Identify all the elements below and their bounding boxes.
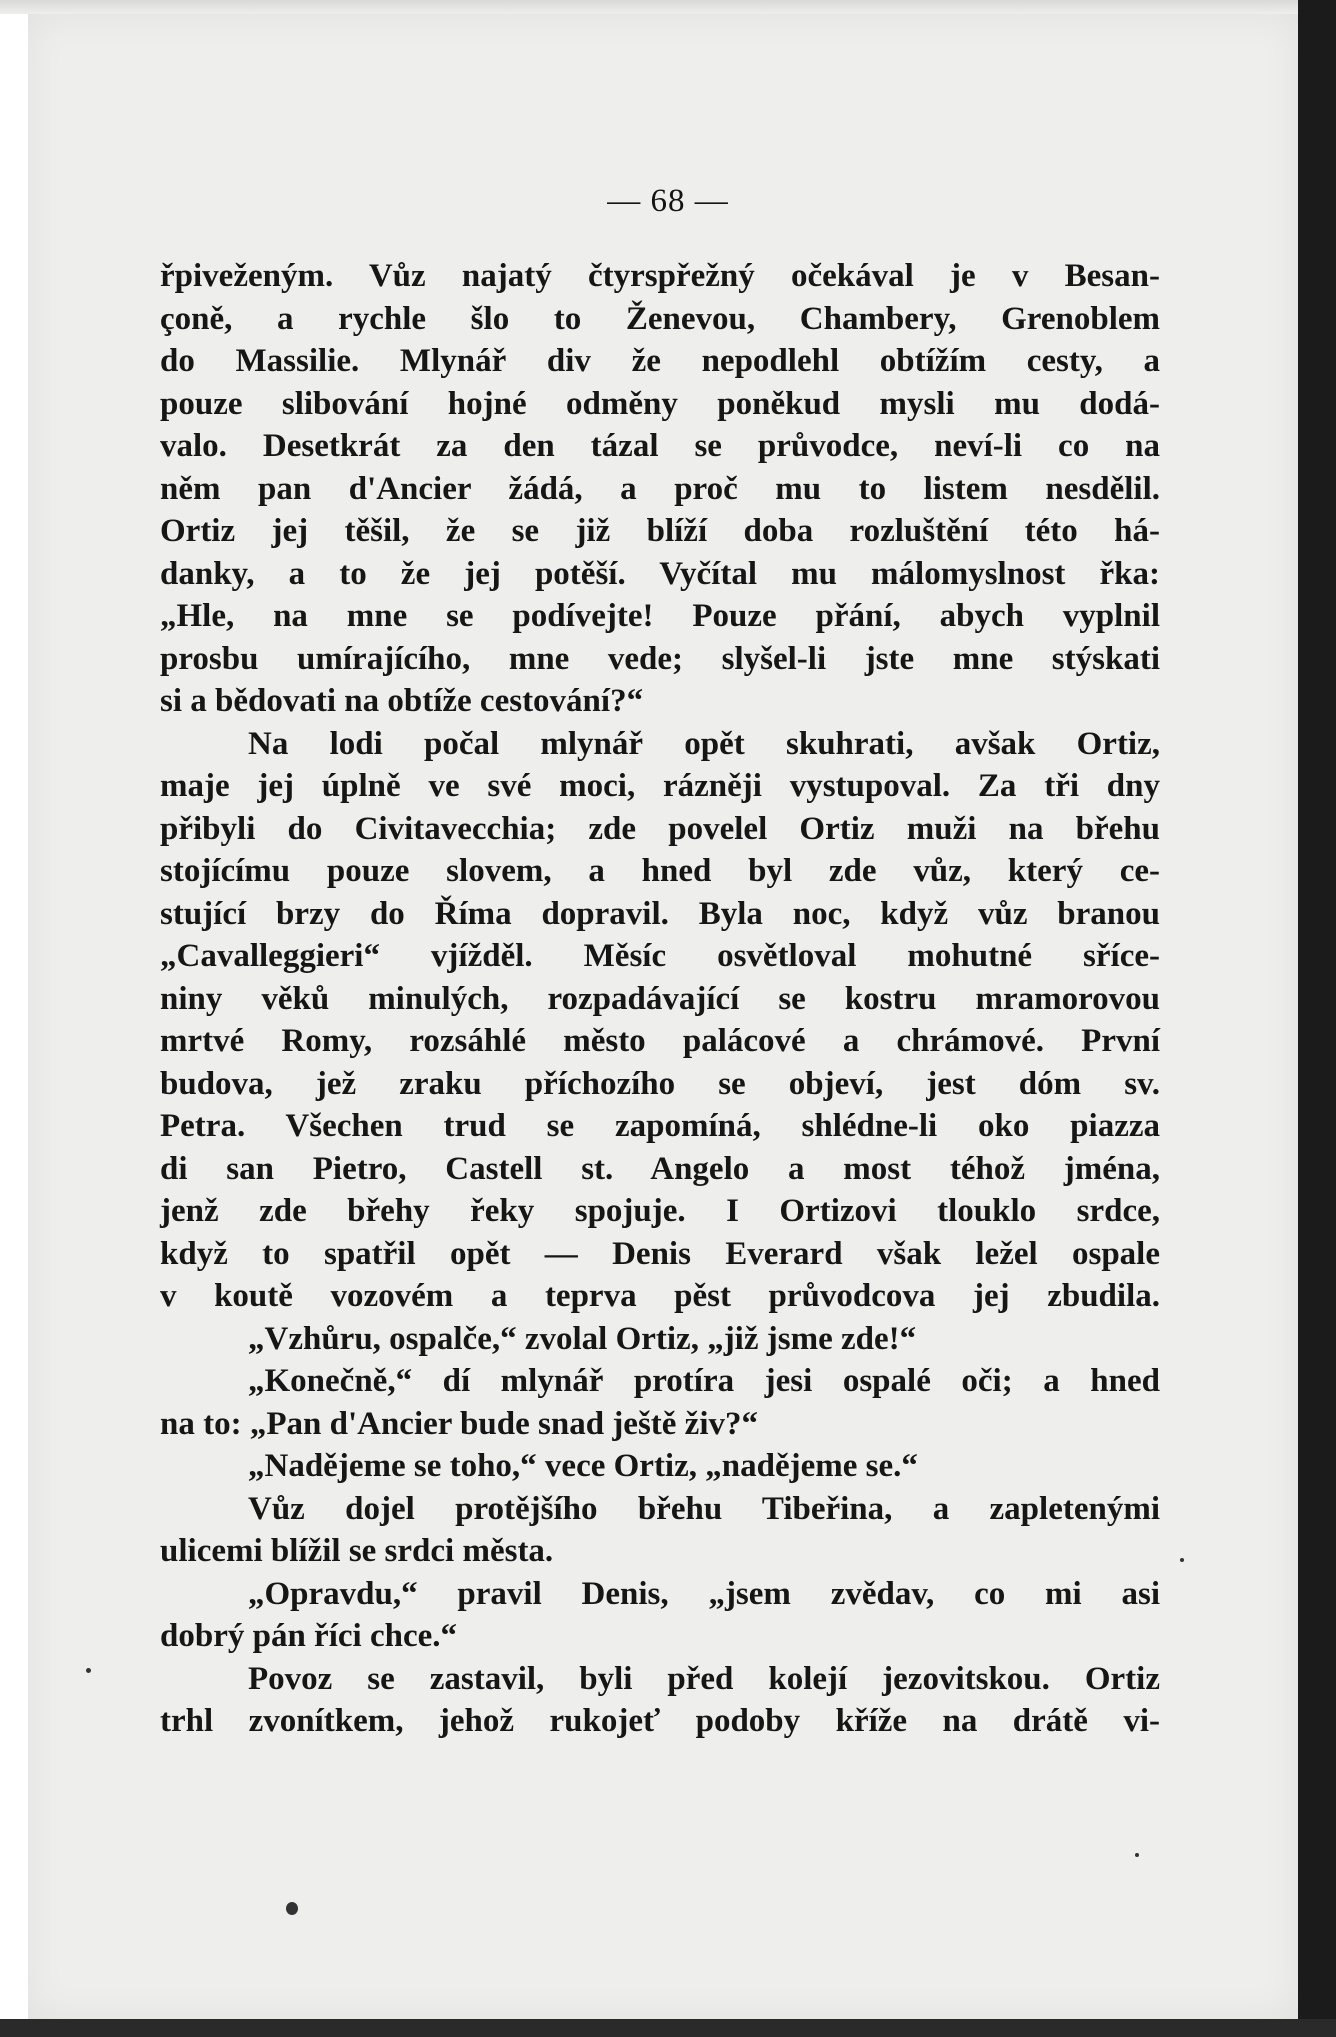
text-line: di san Pietro, Castell st. Angelo a most téhož jména, (160, 1150, 1160, 1187)
text-line: niny věků minulých, rozpadávající se kostru mramorovou (160, 980, 1160, 1017)
scan-speck (286, 1902, 298, 1915)
text-line: stující brzy do Říma dopravil. Byla noc, když vůz branou (160, 895, 1160, 932)
body-text (160, 255, 1160, 1743)
text-line: prosbu umírajícího, mne vede; slyšel-li jste mne stýskati (160, 640, 1160, 677)
text-line: do Massilie. Mlynář div že nepodlehl obtížím cesty, a (160, 343, 1160, 379)
text-line: maje jej úplně ve své moci, rázněji vystupoval. Za tři dny (160, 768, 1160, 804)
text-line: „Hle, na mne se podívejte! Pouze přání, abych vyplnil (160, 598, 1160, 634)
scan-top-edge (0, 0, 1336, 14)
text-line: stojícímu pouze slovem, a hned byl zde vůz, který ce- (160, 853, 1160, 889)
text-line: přibyli do Civitavecchia; zde povelel Ortiz muži na břehu (160, 810, 1160, 847)
text-line: valo. Desetkrát za den tázal se průvodce, neví-li co na (160, 428, 1160, 464)
text-line: dobrý pán říci chce.“ (160, 1618, 457, 1654)
text-line: jenž zde břehy řeky spojuje. I Ortizovi tlouklo srdce, (160, 1193, 1160, 1229)
text-line: v koutě vozovém a teprva pěst průvodcova jej zbudila. (160, 1278, 1160, 1314)
text-line: Povoz se zastavil, byli před kolejí jezovitskou. Ortiz (248, 1660, 1160, 1697)
scan-bottom-edge (0, 2019, 1336, 2037)
text-line: „Opravdu,“ pravil Denis, „jsem zvědav, co mi asi (248, 1575, 1160, 1612)
text-line: „Nadějeme se toho,“ vece Ortiz, „nadějeme se.“ (248, 1448, 918, 1484)
text-line: çoně, a rychle šlo to Ženevou, Chambery, Grenoblem (160, 300, 1160, 337)
scan-speck (86, 1668, 91, 1673)
text-line: ulicemi blížil se srdci města. (160, 1533, 554, 1569)
text-line: trhl zvonítkem, jehož rukojeť podoby kříže na drátě vi- (160, 1703, 1160, 1739)
text-line: na to: „Pan d'Ancier bude snad ještě živ?“ (160, 1405, 758, 1442)
text-line: když to spatřil opět — Denis Everard však ležel ospale (160, 1235, 1160, 1272)
text-line: „Vzhůru, ospalče,“ zvolal Ortiz, „již jsme zde!“ (248, 1320, 917, 1357)
text-line: něm pan d'Ancier žádá, a proč mu to listem nesdělil. (160, 470, 1160, 507)
text-line: Petra. Všechen trud se zapomíná, shlédne-li oko piazza (160, 1108, 1160, 1144)
text-line: Na lodi počal mlynář opět skuhrati, avšak Ortiz, (248, 725, 1160, 762)
text-line: Vůz dojel protějšího břehu Tibeřina, a zapletenými (248, 1490, 1160, 1527)
text-line: „Cavalleggieri“ vjížděl. Měsíc osvětloval mohutné sříce- (160, 938, 1160, 974)
text-line: mrtvé Romy, rozsáhlé město palácové a chrámové. První (160, 1023, 1160, 1059)
page-number: — 68 — (607, 183, 729, 219)
text-line: Ortiz jej těšil, že se již blíží doba rozluštění této há- (160, 513, 1160, 549)
text-line: si a bědovati na obtíže cestování?“ (160, 683, 644, 719)
text-line: budova, jež zraku příchozího se objeví, jest dóm sv. (160, 1065, 1160, 1102)
text-line: „Konečně,“ dí mlynář protíra jesi ospalé oči; a hned (248, 1363, 1160, 1399)
text-line: řpiveženým. Vůz najatý čtyrspřežný očekával je v Besan- (160, 258, 1160, 294)
text-line: pouze slibování hojné odměny poněkud mysli mu dodá- (160, 385, 1160, 422)
scan-right-edge (1298, 0, 1336, 2037)
scan-speck (1135, 1853, 1139, 1857)
scan-speck (1180, 1558, 1184, 1562)
text-line: danky, a to že jej potěší. Vyčítal mu málomyslnost řka: (160, 555, 1160, 592)
